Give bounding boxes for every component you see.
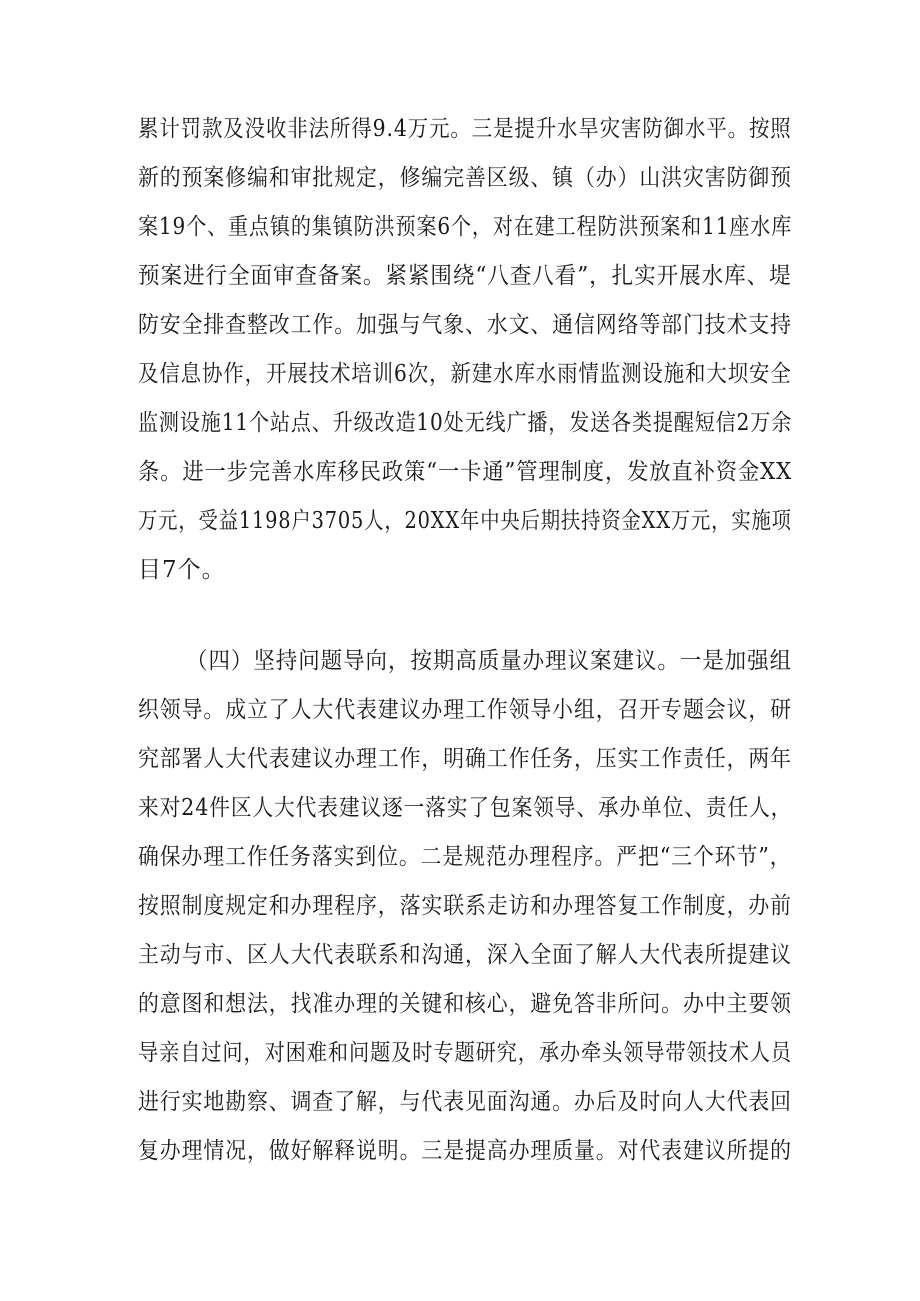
text-line: 按照制度规定和办理程序，落实联系走访和办理答复工作制度，办前 [138, 893, 792, 919]
text-line: 累计罚款及没收非法所得9.4万元。三是提升水旱灾害防御水平。按照 [138, 116, 792, 142]
text-line: 进行实地勘察、调查了解，与代表见面沟通。办后及时向人大代表回 [138, 1089, 792, 1115]
text-line: 织领导。成立了人大代表建议办理工作领导小组，召开专题会议，研 [138, 697, 792, 723]
text-line: 复办理情况，做好解释说明。三是提高办理质量。对代表建议所提的 [138, 1138, 792, 1164]
text-line: 条。进一步完善水库移民政策“一卡通”管理制度，发放直补资金XX [138, 459, 793, 485]
text-line: 万元，受益1198户3705人，20XX年中央后期扶持资金XX万元，实施项 [138, 508, 792, 534]
text-line: 究部署人大代表建议办理工作，明确工作任务，压实工作责任，两年 [138, 746, 792, 772]
text-line: 来对24件区人大代表建议逐一落实了包案领导、承办单位、责任人， [138, 795, 793, 821]
text-line: 防安全排查整改工作。加强与气象、水文、通信网络等部门技术支持 [138, 312, 792, 338]
text-line: 及信息协作，开展技术培训6次，新建水库水雨情监测设施和大坝安全 [138, 361, 792, 387]
text-line: 的意图和想法，找准办理的关键和核心，避免答非所问。办中主要领 [138, 991, 792, 1017]
text-line: 新的预案修编和审批规定，修编完善区级、镇（办）山洪灾害防御预 [138, 165, 792, 191]
text-line: 监测设施11个站点、升级改造10处无线广播，发送各类提醒短信2万余 [138, 410, 793, 436]
text-line: （四）坚持问题导向，按期高质量办理议案建议。一是加强组 [186, 648, 793, 674]
text-line: 确保办理工作任务落实到位。二是规范办理程序。严把“三个环节”， [138, 844, 792, 870]
text-line: 预案进行全面审查备案。紧紧围绕“八查八看”，扎实开展水库、堤 [138, 263, 792, 289]
text-line: 目7个。 [138, 557, 226, 583]
text-line: 主动与市、区人大代表联系和沟通，深入全面了解人大代表所提建议 [138, 942, 792, 968]
text-line: 导亲自过问，对困难和问题及时专题研究，承办牵头领导带领技术人员 [138, 1040, 792, 1066]
text-line: 案19个、重点镇的集镇防洪预案6个，对在建工程防洪预案和11座水库 [138, 214, 793, 240]
